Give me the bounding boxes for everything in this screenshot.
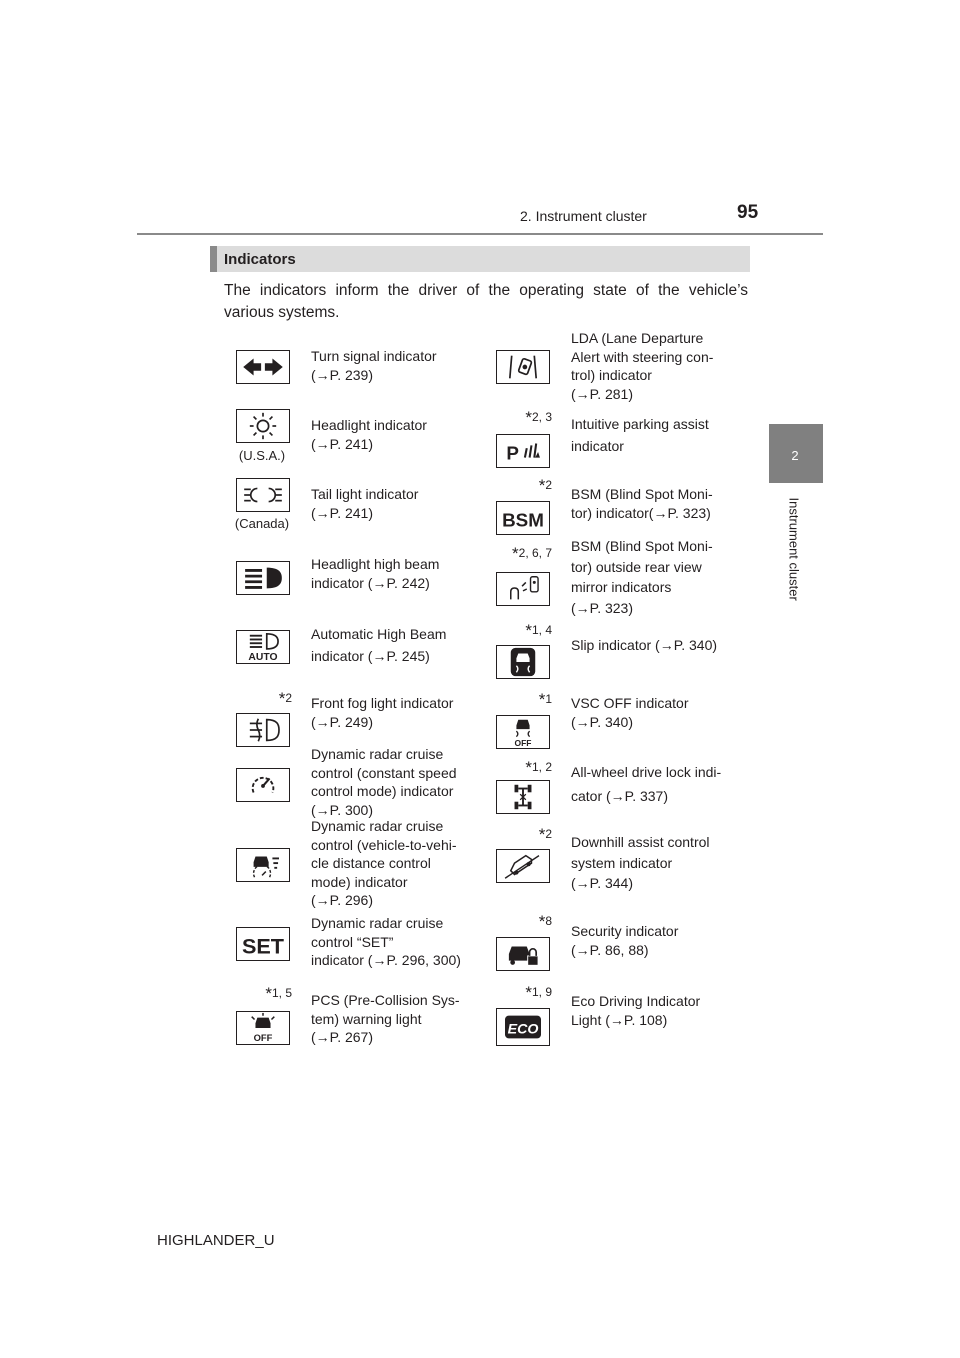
- left-desc-5: Front fog light indicator (→P. 249): [311, 695, 454, 730]
- note-marker: *2, 3: [525, 408, 552, 427]
- right-desc-2: BSM (Blind Spot Moni- tor) indicator(→P. 323): [571, 486, 713, 521]
- parking-assist-icon: [496, 434, 550, 468]
- radar-cruise-distance-icon: [236, 848, 290, 882]
- note-marker: *2: [278, 689, 292, 708]
- section-heading-accent: [210, 246, 217, 272]
- radar-cruise-speed-icon: [236, 768, 290, 802]
- right-desc-5: VSC OFF indicator (→P. 340): [571, 695, 689, 730]
- slip-icon: [496, 645, 550, 679]
- section-title: Indicators: [224, 251, 296, 268]
- left-desc-3: Headlight high beam indicator (→P. 242): [311, 556, 440, 591]
- model-footer: HIGHLANDER_U: [157, 1232, 275, 1249]
- left-desc-1: Headlight indicator (→P. 241): [311, 417, 427, 452]
- auto-high-beam-icon: [236, 630, 290, 664]
- svg-text:SET: SET: [241, 933, 285, 959]
- turn-signal-icon: [236, 350, 290, 384]
- tail-light-canada-icon: [236, 478, 290, 512]
- right-desc-4: Slip indicator (→P. 340): [571, 637, 718, 653]
- chapter-label: Instrument cluster: [786, 497, 802, 601]
- running-header: 2. Instrument cluster: [520, 208, 647, 224]
- right-desc-8: Security indicator (→P. 86, 88): [571, 923, 679, 958]
- pcs-off-icon: [236, 1011, 290, 1045]
- note-marker: *1, 4: [525, 621, 552, 640]
- chapter-number: 2: [791, 448, 799, 463]
- svg-text:BSM: BSM: [502, 509, 544, 531]
- bsm-icon: [496, 501, 550, 535]
- right-desc-7: Downhill assist control system indicator (→P. 344): [571, 834, 710, 891]
- header-rule: [137, 233, 823, 235]
- set-icon: [236, 927, 290, 961]
- caption-usa: (U.S.A.): [238, 448, 286, 463]
- right-desc-3: BSM (Blind Spot Moni- tor) outside rear view mirror indicators (→P. 323): [571, 538, 713, 616]
- svg-text:OFF: OFF: [514, 738, 532, 748]
- left-desc-2: Tail light indicator (→P. 241): [311, 486, 419, 521]
- left-desc-0: Turn signal indicator (→P. 239): [311, 348, 437, 383]
- caption-canada: (Canada): [234, 516, 290, 531]
- note-marker: *1, 5: [265, 984, 292, 1003]
- high-beam-icon: [236, 561, 290, 595]
- note-marker: *2: [538, 825, 552, 844]
- note-marker: *2, 6, 7: [512, 544, 552, 563]
- awd-lock-icon: [496, 780, 550, 814]
- left-desc-8: Dynamic radar cruise control “SET” indicator (→P. 296, 300): [311, 915, 461, 968]
- bsm-mirror-icon: [496, 572, 550, 606]
- note-marker: *1: [538, 690, 552, 709]
- section-intro: The indicators inform the driver of the operating state of the vehicle’s various systems.: [224, 282, 748, 321]
- headlight-usa-icon: [236, 409, 290, 443]
- svg-text:OFF: OFF: [253, 1032, 273, 1044]
- page-number: 95: [737, 202, 759, 223]
- note-marker: *8: [538, 912, 552, 931]
- right-desc-9: Eco Driving Indicator Light (→P. 108): [571, 993, 701, 1028]
- lda-icon: [496, 350, 550, 384]
- left-desc-6: Dynamic radar cruise control (constant speed control mode) indicator (→P. 300): [311, 746, 457, 818]
- note-marker: *2: [538, 476, 552, 495]
- right-desc-0: LDA (Lane Departure Alert with steering con- trol) indicator (→P. 281): [571, 330, 714, 402]
- security-icon: [496, 937, 550, 971]
- vsc-off-icon: [496, 715, 550, 749]
- right-desc-6: All-wheel drive lock indi- cator (→P. 337): [571, 764, 722, 804]
- left-desc-9: PCS (Pre-Collision Sys- tem) warning light (→P. 267): [311, 992, 460, 1045]
- eco-icon: [496, 1008, 550, 1046]
- left-desc-7: Dynamic radar cruise control (vehicle-to-vehi- cle distance control mode) indicator (→P. 296): [311, 818, 457, 908]
- downhill-assist-icon: [496, 849, 550, 883]
- note-marker: *1, 9: [525, 983, 552, 1002]
- svg-text:P: P: [506, 442, 519, 464]
- right-desc-1: Intuitive parking assist indicator: [571, 416, 709, 454]
- svg-text:ECO: ECO: [507, 1021, 539, 1038]
- svg-text:AUTO: AUTO: [248, 652, 278, 663]
- note-marker: *1, 2: [525, 758, 552, 777]
- front-fog-light-icon: [236, 713, 290, 747]
- left-desc-4: Automatic High Beam indicator (→P. 245): [311, 626, 447, 664]
